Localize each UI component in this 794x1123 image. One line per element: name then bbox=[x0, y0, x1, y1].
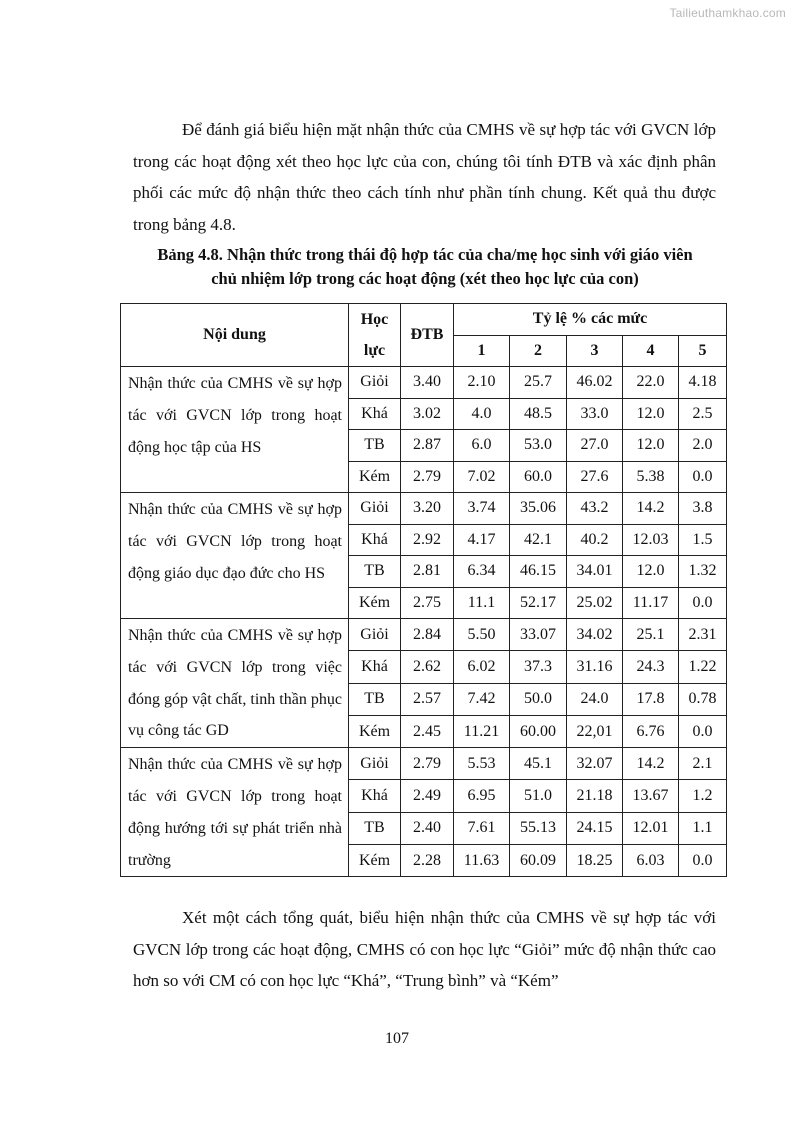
level-4-cell: 12.0 bbox=[623, 430, 679, 462]
level-5-cell: 2.0 bbox=[679, 430, 727, 462]
level-2-cell: 60.0 bbox=[510, 461, 567, 493]
level-3-cell: 34.02 bbox=[567, 619, 623, 651]
table-caption bbox=[120, 243, 730, 291]
header-level-4: 4 bbox=[623, 335, 679, 367]
row-content-cell: Nhận thức của CMHS về sự hợp tác với GVCN lớp trong hoạt động học tập của HS bbox=[121, 367, 349, 493]
level-3-cell: 34.01 bbox=[567, 556, 623, 588]
level-5-cell: 3.8 bbox=[679, 493, 727, 525]
level-4-cell: 6.03 bbox=[623, 845, 679, 877]
mean-cell: 2.45 bbox=[401, 715, 454, 747]
level-5-cell: 1.32 bbox=[679, 556, 727, 588]
header-content: Nội dung bbox=[121, 304, 349, 367]
level-1-cell: 2.10 bbox=[454, 367, 510, 399]
table-row bbox=[121, 619, 727, 651]
level-4-cell: 12.0 bbox=[623, 398, 679, 430]
grade-cell: Kém bbox=[349, 461, 401, 493]
row-content-cell: Nhận thức của CMHS về sự hợp tác với GVCN lớp trong hoạt động hướng tới sự phát triển nhà trường bbox=[121, 748, 349, 877]
conclusion-paragraph bbox=[133, 902, 716, 997]
grade-cell: Khá bbox=[349, 780, 401, 812]
mean-cell: 2.28 bbox=[401, 845, 454, 877]
level-4-cell: 25.1 bbox=[623, 619, 679, 651]
level-2-cell: 42.1 bbox=[510, 524, 567, 556]
level-2-cell: 60.09 bbox=[510, 845, 567, 877]
results-table bbox=[120, 303, 727, 877]
mean-cell: 2.57 bbox=[401, 683, 454, 715]
level-1-cell: 5.50 bbox=[454, 619, 510, 651]
grade-cell: Kém bbox=[349, 587, 401, 619]
level-3-cell: 24.15 bbox=[567, 812, 623, 844]
level-1-cell: 6.02 bbox=[454, 651, 510, 683]
level-2-cell: 60.00 bbox=[510, 715, 567, 747]
mean-cell: 2.87 bbox=[401, 430, 454, 462]
grade-cell: Khá bbox=[349, 398, 401, 430]
level-3-cell: 27.0 bbox=[567, 430, 623, 462]
level-3-cell: 27.6 bbox=[567, 461, 623, 493]
level-1-cell: 4.17 bbox=[454, 524, 510, 556]
table-row bbox=[121, 493, 727, 525]
level-1-cell: 11.1 bbox=[454, 587, 510, 619]
grade-cell: TB bbox=[349, 683, 401, 715]
level-5-cell: 1.1 bbox=[679, 812, 727, 844]
level-4-cell: 12.03 bbox=[623, 524, 679, 556]
row-content-cell: Nhận thức của CMHS về sự hợp tác với GVCN lớp trong việc đóng góp vật chất, tinh thần phục vụ công tác GD bbox=[121, 619, 349, 748]
level-5-cell: 4.18 bbox=[679, 367, 727, 399]
grade-cell: TB bbox=[349, 556, 401, 588]
level-4-cell: 17.8 bbox=[623, 683, 679, 715]
level-5-cell: 0.0 bbox=[679, 587, 727, 619]
level-4-cell: 24.3 bbox=[623, 651, 679, 683]
level-4-cell: 5.38 bbox=[623, 461, 679, 493]
intro-paragraph-text: Để đánh giá biểu hiện mặt nhận thức của CMHS về sự hợp tác với GVCN lớp trong các hoạt động xét theo học lực của con, chúng tôi tính ĐTB và xác định phân phối các mức độ nhận thức theo cách tính như phần tính chung. Kết quả thu được trong bảng 4.8. bbox=[133, 120, 716, 234]
mean-cell: 3.02 bbox=[401, 398, 454, 430]
grade-cell: TB bbox=[349, 812, 401, 844]
level-3-cell: 22,01 bbox=[567, 715, 623, 747]
header-level-2: 2 bbox=[510, 335, 567, 367]
level-3-cell: 21.18 bbox=[567, 780, 623, 812]
level-4-cell: 14.2 bbox=[623, 748, 679, 780]
level-4-cell: 14.2 bbox=[623, 493, 679, 525]
mean-cell: 2.92 bbox=[401, 524, 454, 556]
level-2-cell: 45.1 bbox=[510, 748, 567, 780]
header-level-5: 5 bbox=[679, 335, 727, 367]
level-3-cell: 40.2 bbox=[567, 524, 623, 556]
level-3-cell: 33.0 bbox=[567, 398, 623, 430]
level-5-cell: 0.0 bbox=[679, 461, 727, 493]
level-3-cell: 24.0 bbox=[567, 683, 623, 715]
table-caption-line2: chủ nhiệm lớp trong các hoạt động (xét theo học lực của con) bbox=[211, 269, 639, 288]
level-4-cell: 6.76 bbox=[623, 715, 679, 747]
level-5-cell: 1.5 bbox=[679, 524, 727, 556]
header-percent: Tỷ lệ % các mức bbox=[454, 304, 727, 336]
level-4-cell: 11.17 bbox=[623, 587, 679, 619]
level-2-cell: 48.5 bbox=[510, 398, 567, 430]
level-1-cell: 7.02 bbox=[454, 461, 510, 493]
mean-cell: 2.84 bbox=[401, 619, 454, 651]
level-2-cell: 52.17 bbox=[510, 587, 567, 619]
level-1-cell: 6.0 bbox=[454, 430, 510, 462]
level-3-cell: 32.07 bbox=[567, 748, 623, 780]
table-row bbox=[121, 367, 727, 399]
header-level-3: 3 bbox=[567, 335, 623, 367]
level-1-cell: 5.53 bbox=[454, 748, 510, 780]
row-content-cell: Nhận thức của CMHS về sự hợp tác với GVCN lớp trong hoạt động giáo dục đạo đức cho HS bbox=[121, 493, 349, 619]
table-caption-line1: Bảng 4.8. Nhận thức trong thái độ hợp tác của cha/mẹ học sinh với giáo viên bbox=[157, 245, 693, 264]
level-3-cell: 25.02 bbox=[567, 587, 623, 619]
grade-cell: Kém bbox=[349, 845, 401, 877]
level-2-cell: 51.0 bbox=[510, 780, 567, 812]
conclusion-paragraph-text: Xét một cách tổng quát, biểu hiện nhận thức của CMHS về sự hợp tác với GVCN lớp trong các hoạt động, CMHS có con học lực “Giỏi” mức độ nhận thức cao hơn so với CM có con học lực “Khá”, “Trung bình” và “Kém” bbox=[133, 908, 716, 990]
mean-cell: 2.81 bbox=[401, 556, 454, 588]
level-1-cell: 11.63 bbox=[454, 845, 510, 877]
level-5-cell: 2.1 bbox=[679, 748, 727, 780]
level-5-cell: 1.22 bbox=[679, 651, 727, 683]
level-1-cell: 11.21 bbox=[454, 715, 510, 747]
table-row bbox=[121, 748, 727, 780]
level-3-cell: 43.2 bbox=[567, 493, 623, 525]
level-4-cell: 12.01 bbox=[623, 812, 679, 844]
level-4-cell: 22.0 bbox=[623, 367, 679, 399]
level-1-cell: 6.34 bbox=[454, 556, 510, 588]
header-mean: ĐTB bbox=[401, 304, 454, 367]
mean-cell: 2.62 bbox=[401, 651, 454, 683]
mean-cell: 2.79 bbox=[401, 461, 454, 493]
watermark: Tailieuthamkhao.com bbox=[669, 6, 786, 20]
mean-cell: 2.40 bbox=[401, 812, 454, 844]
level-4-cell: 12.0 bbox=[623, 556, 679, 588]
mean-cell: 2.75 bbox=[401, 587, 454, 619]
level-2-cell: 53.0 bbox=[510, 430, 567, 462]
level-5-cell: 0.78 bbox=[679, 683, 727, 715]
page-number: 107 bbox=[385, 1030, 409, 1047]
mean-cell: 3.20 bbox=[401, 493, 454, 525]
grade-cell: TB bbox=[349, 430, 401, 462]
intro-paragraph bbox=[133, 114, 716, 240]
table-body bbox=[121, 367, 727, 877]
level-5-cell: 0.0 bbox=[679, 845, 727, 877]
level-5-cell: 2.31 bbox=[679, 619, 727, 651]
level-4-cell: 13.67 bbox=[623, 780, 679, 812]
level-5-cell: 1.2 bbox=[679, 780, 727, 812]
level-1-cell: 6.95 bbox=[454, 780, 510, 812]
level-2-cell: 50.0 bbox=[510, 683, 567, 715]
grade-cell: Giỏi bbox=[349, 493, 401, 525]
grade-cell: Khá bbox=[349, 651, 401, 683]
mean-cell: 2.79 bbox=[401, 748, 454, 780]
grade-cell: Kém bbox=[349, 715, 401, 747]
level-1-cell: 7.61 bbox=[454, 812, 510, 844]
grade-cell: Giỏi bbox=[349, 619, 401, 651]
grade-cell: Khá bbox=[349, 524, 401, 556]
mean-cell: 2.49 bbox=[401, 780, 454, 812]
level-2-cell: 55.13 bbox=[510, 812, 567, 844]
level-5-cell: 0.0 bbox=[679, 715, 727, 747]
mean-cell: 3.40 bbox=[401, 367, 454, 399]
grade-cell: Giỏi bbox=[349, 367, 401, 399]
level-3-cell: 18.25 bbox=[567, 845, 623, 877]
grade-cell: Giỏi bbox=[349, 748, 401, 780]
level-2-cell: 46.15 bbox=[510, 556, 567, 588]
header-grade: Học lực bbox=[349, 304, 401, 367]
level-1-cell: 7.42 bbox=[454, 683, 510, 715]
level-5-cell: 2.5 bbox=[679, 398, 727, 430]
level-1-cell: 3.74 bbox=[454, 493, 510, 525]
level-3-cell: 46.02 bbox=[567, 367, 623, 399]
header-level-1: 1 bbox=[454, 335, 510, 367]
level-3-cell: 31.16 bbox=[567, 651, 623, 683]
level-2-cell: 37.3 bbox=[510, 651, 567, 683]
level-1-cell: 4.0 bbox=[454, 398, 510, 430]
level-2-cell: 35.06 bbox=[510, 493, 567, 525]
level-2-cell: 33.07 bbox=[510, 619, 567, 651]
level-2-cell: 25.7 bbox=[510, 367, 567, 399]
